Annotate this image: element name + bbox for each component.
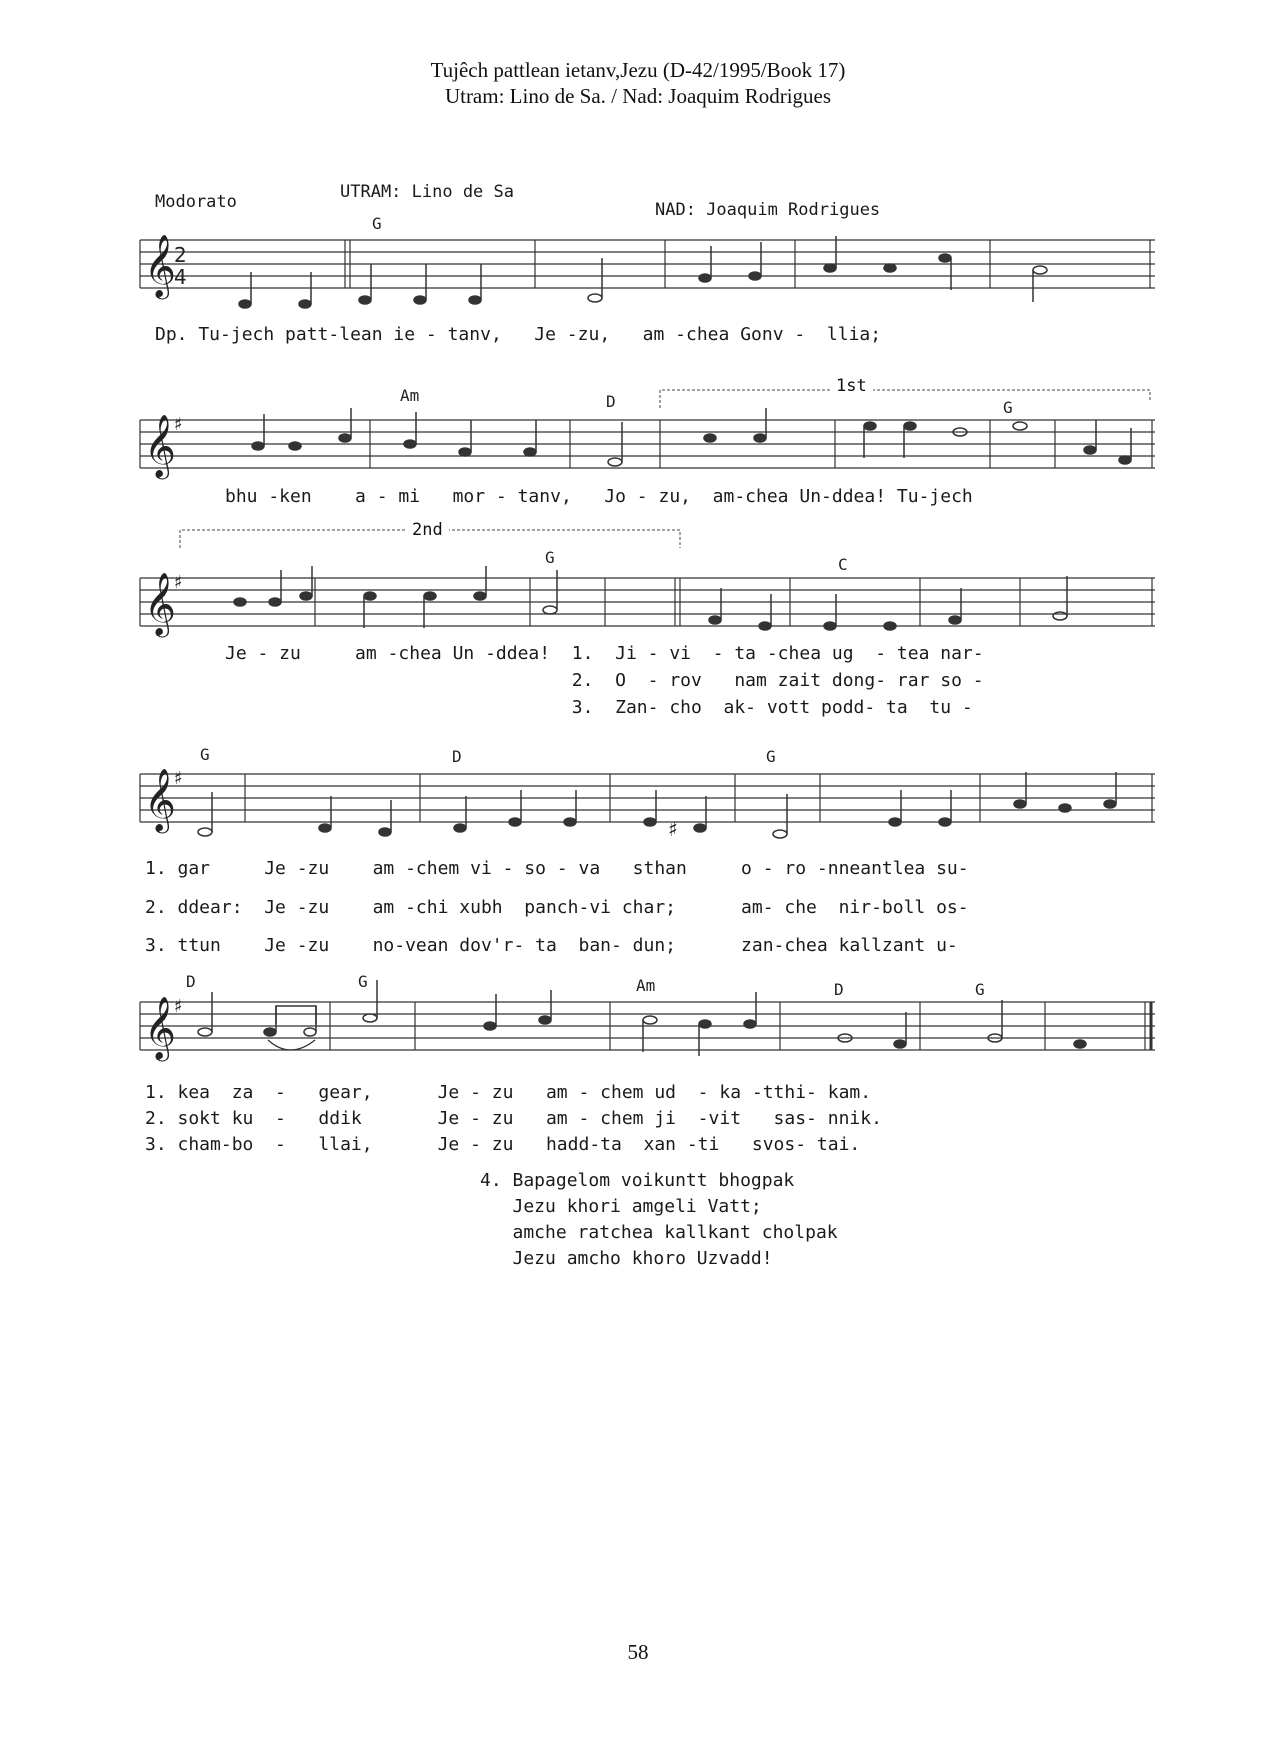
chord-symbol: G: [372, 214, 382, 233]
chord-symbol: D: [186, 972, 196, 991]
tempo-marking: Modorato: [155, 192, 237, 212]
lyrics-line: 2. sokt ku - ddik Je - zu am - chem ji -vit sas- nnik.: [145, 1108, 882, 1129]
volta-label: 2nd: [406, 520, 449, 540]
chord-symbol: G: [1003, 398, 1013, 417]
composer-credit: NAD: Joaquim Rodrigues: [655, 200, 881, 220]
lyrics-line: Je - zu am -chea Un -ddea! 1. Ji - vi - ta -chea ug - tea nar-: [225, 643, 984, 664]
music-staff: [130, 228, 1160, 328]
verse4-line: Jezu amcho khoro Uzvadd!: [480, 1248, 773, 1269]
svg-text:𝄞: 𝄞: [144, 414, 176, 477]
chord-symbol: G: [766, 747, 776, 766]
page-number: 58: [627, 1640, 649, 1664]
svg-text:4: 4: [174, 265, 187, 289]
chord-symbol: Am: [636, 976, 656, 995]
lyricist-credit: UTRAM: Lino de Sa: [340, 182, 514, 202]
svg-text:♯: ♯: [174, 768, 183, 789]
svg-text:2: 2: [174, 243, 187, 267]
chord-symbol: Am: [400, 386, 420, 405]
music-staff: [130, 762, 1160, 862]
lyrics-line: 1. gar Je -zu am -chem vi - so - va sthan o - ro -nneantlea su-: [145, 858, 969, 879]
svg-text:𝄞: 𝄞: [144, 768, 176, 831]
svg-text:♯: ♯: [668, 817, 678, 841]
volta-label: 1st: [830, 376, 873, 396]
chord-symbol: D: [834, 980, 844, 999]
chord-symbol: C: [838, 555, 848, 574]
svg-text:𝄞: 𝄞: [144, 996, 176, 1059]
lyrics-line: 3. Zan- cho ak- vott podd- ta tu -: [225, 697, 973, 718]
song-title: Tujêch pattlean ietanv,Jezu (D-42/1995/Book 17): [430, 58, 846, 82]
verse4-line: Jezu khori amgeli Vatt;: [480, 1196, 762, 1217]
lyrics-line: 3. cham-bo - llai, Je - zu hadd-ta xan -ti svos- tai.: [145, 1134, 861, 1155]
chord-symbol: G: [975, 980, 985, 999]
svg-text:♯: ♯: [174, 572, 183, 593]
svg-text:𝄞: 𝄞: [144, 572, 176, 635]
verse4-line: amche ratchea kallkant cholpak: [480, 1222, 838, 1243]
svg-text:𝄞: 𝄞: [144, 234, 176, 297]
chord-symbol: G: [545, 548, 555, 567]
music-staff: [130, 990, 1160, 1090]
chord-symbol: G: [358, 972, 368, 991]
chord-symbol: G: [200, 745, 210, 764]
lyrics-line: 1. kea za - gear, Je - zu am - chem ud - ka -tthi- kam.: [145, 1082, 872, 1103]
lyrics-line: 2. ddear: Je -zu am -chi xubh panch-vi char; am- che nir-boll os-: [145, 897, 969, 918]
song-credits: Utram: Lino de Sa. / Nad: Joaquim Rodrigues: [444, 84, 832, 108]
lyrics-line: 3. ttun Je -zu no-vean dov'r- ta ban- dun; zan-chea kallzant u-: [145, 935, 958, 956]
svg-text:♯: ♯: [174, 414, 183, 435]
svg-text:♯: ♯: [174, 996, 183, 1017]
chord-symbol: D: [452, 747, 462, 766]
lyrics-line: Dp. Tu-jech patt-lean ie - tanv, Je -zu, am -chea Gonv - llia;: [155, 324, 882, 345]
verse4-line: 4. Bapagelom voikuntt bhogpak: [480, 1170, 795, 1191]
lyrics-line: 2. O - rov nam zait dong- rar so -: [225, 670, 984, 691]
lyrics-line: bhu -ken a - mi mor - tanv, Jo - zu, am-chea Un-ddea! Tu-jech: [225, 486, 973, 507]
chord-symbol: D: [606, 392, 616, 411]
